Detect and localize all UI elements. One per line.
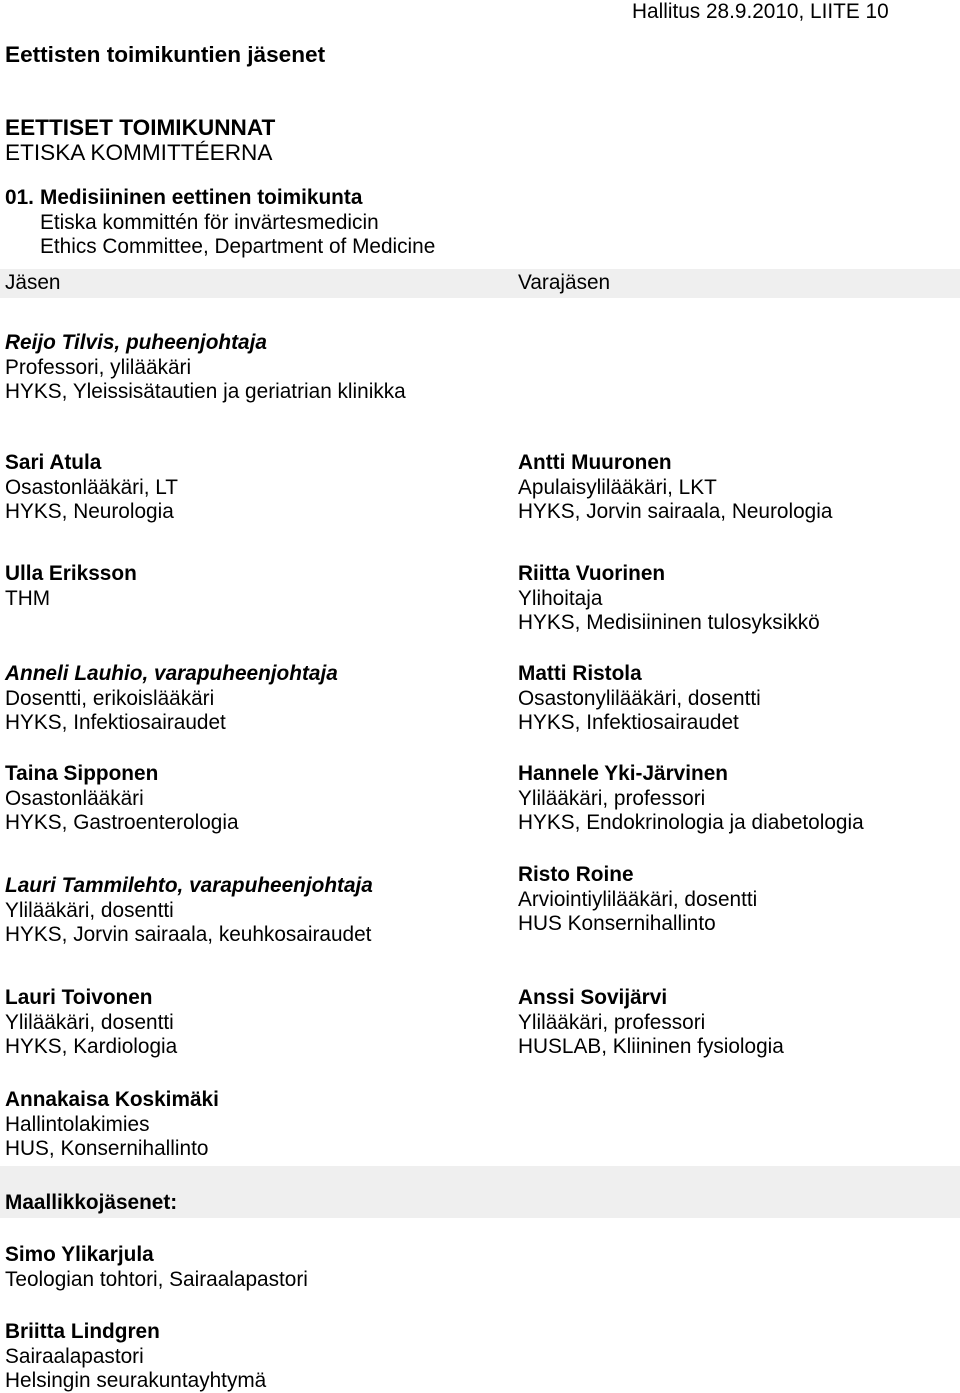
person-title: Osastonlääkäri bbox=[5, 786, 144, 810]
person-name: Taina Sipponen bbox=[5, 762, 159, 785]
person-name: Briitta Lindgren bbox=[5, 1320, 160, 1343]
section-heading bbox=[5, 115, 275, 165]
deputy-entry bbox=[518, 863, 757, 937]
person-unit: HUSLAB, Kliininen fysiologia bbox=[518, 1035, 784, 1058]
person-title: Dosentti, erikoislääkäri bbox=[5, 686, 215, 710]
person-name: Matti Ristola bbox=[518, 662, 642, 685]
member-entry bbox=[5, 762, 239, 836]
document-reference: Hallitus 28.9.2010, LIITE 10 bbox=[632, 0, 889, 23]
person-title: Ylilääkäri, dosentti bbox=[5, 898, 174, 922]
person-title: THM bbox=[5, 586, 51, 610]
person-name: Riitta Vuorinen bbox=[518, 562, 666, 585]
person-title: Osastonlääkäri, LT bbox=[5, 475, 178, 499]
person-unit: HUS Konsernihallinto bbox=[518, 912, 716, 935]
lay-members-heading: Maallikkojäsenet: bbox=[5, 1191, 178, 1214]
deputy-entry bbox=[518, 986, 784, 1060]
lay-member-entry bbox=[5, 1243, 308, 1292]
person-name: Risto Roine bbox=[518, 863, 634, 886]
person-title: Sairaalapastori bbox=[5, 1344, 144, 1368]
person-name: Simo Ylikarjula bbox=[5, 1243, 154, 1266]
person-name: Anssi Sovijärvi bbox=[518, 986, 668, 1009]
committee-name-en: Ethics Committee, Department of Medicine bbox=[40, 235, 436, 258]
person-unit: HYKS, Kardiologia bbox=[5, 1035, 178, 1058]
person-title: Osastonylilääkäri, dosentti bbox=[518, 686, 761, 710]
member-entry bbox=[5, 562, 137, 611]
member-entry bbox=[5, 662, 338, 736]
person-title: Teologian tohtori, Sairaalapastori bbox=[5, 1267, 308, 1291]
person-title: Ylilääkäri, professori bbox=[518, 786, 706, 810]
member-entry bbox=[5, 874, 373, 948]
person-unit: HYKS, Infektiosairaudet bbox=[5, 711, 226, 734]
deputy-entry bbox=[518, 562, 820, 636]
person-title: Ylilääkäri, professori bbox=[518, 1010, 706, 1034]
person-name: Lauri Tammilehto, varapuheenjohtaja bbox=[5, 874, 373, 897]
table-header-band bbox=[0, 269, 960, 298]
committee-name-sv: Etiska kommittén för invärtesmedicin bbox=[40, 210, 379, 234]
person-unit: HYKS, Endokrinologia ja diabetologia bbox=[518, 811, 864, 834]
member-entry bbox=[5, 1088, 219, 1162]
member-entry bbox=[5, 451, 178, 525]
person-title: Hallintolakimies bbox=[5, 1112, 150, 1136]
chair-entry bbox=[5, 331, 406, 405]
committee-number: 01. bbox=[5, 186, 34, 209]
person-unit: HYKS, Yleissisätautien ja geriatrian klinikka bbox=[5, 380, 406, 403]
deputy-entry bbox=[518, 451, 832, 525]
person-unit: HYKS, Infektiosairaudet bbox=[518, 711, 739, 734]
person-title: Professori, ylilääkäri bbox=[5, 355, 192, 379]
deputy-entry bbox=[518, 662, 761, 736]
person-unit: HYKS, Jorvin sairaala, Neurologia bbox=[518, 500, 833, 523]
person-title: Apulaisylilääkäri, LKT bbox=[518, 475, 717, 499]
member-entry bbox=[5, 986, 177, 1060]
section-title-fi: EETTISET TOIMIKUNNAT bbox=[5, 115, 276, 140]
person-unit: HYKS, Neurologia bbox=[5, 500, 174, 523]
person-unit: HYKS, Medisiininen tulosyksikkö bbox=[518, 611, 820, 634]
lay-member-entry bbox=[5, 1320, 266, 1393]
deputy-entry bbox=[518, 762, 864, 836]
person-title: Ylihoitaja bbox=[518, 586, 603, 610]
column-header-deputy: Varajäsen bbox=[518, 271, 611, 294]
person-name: Hannele Yki-Järvinen bbox=[518, 762, 728, 785]
person-unit: HUS, Konsernihallinto bbox=[5, 1137, 209, 1160]
person-title: Ylilääkäri, dosentti bbox=[5, 1010, 174, 1034]
committee-name-fi: Medisiininen eettinen toimikunta bbox=[40, 186, 363, 209]
person-unit: HYKS, Gastroenterologia bbox=[5, 811, 239, 834]
person-name: Anneli Lauhio, varapuheenjohtaja bbox=[5, 662, 338, 685]
person-name: Reijo Tilvis, puheenjohtaja bbox=[5, 331, 267, 354]
column-header-member: Jäsen bbox=[5, 271, 61, 294]
person-name: Antti Muuronen bbox=[518, 451, 672, 474]
person-unit: HYKS, Jorvin sairaala, keuhkosairaudet bbox=[5, 923, 372, 946]
section-title-sv: ETISKA KOMMITTÉERNA bbox=[5, 140, 273, 165]
person-title: Arviointiylilääkäri, dosentti bbox=[518, 887, 758, 911]
person-name: Annakaisa Koskimäki bbox=[5, 1088, 219, 1111]
page-title: Eettisten toimikuntien jäsenet bbox=[5, 42, 326, 67]
person-name: Sari Atula bbox=[5, 451, 102, 474]
person-unit: Helsingin seurakuntayhtymä bbox=[5, 1369, 267, 1392]
person-name: Lauri Toivonen bbox=[5, 986, 153, 1009]
person-name: Ulla Eriksson bbox=[5, 562, 137, 585]
committee-heading bbox=[40, 186, 435, 260]
